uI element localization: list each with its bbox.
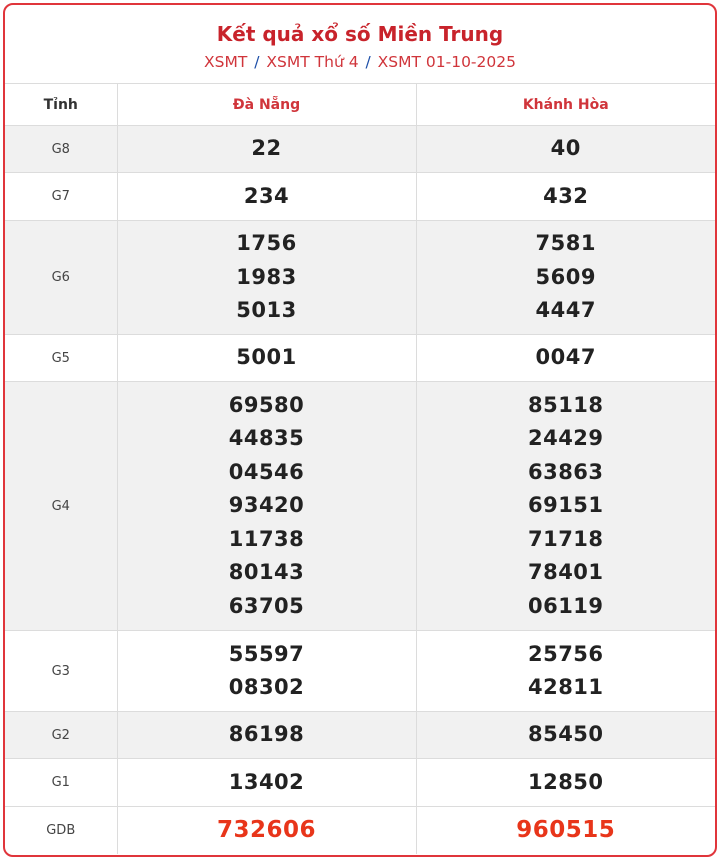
da-nang-result-cell xyxy=(117,335,416,382)
da-nang-result-cell xyxy=(117,221,416,335)
prize-label: G4 xyxy=(5,382,117,631)
prize-number: 40 xyxy=(550,136,581,161)
prize-number: 63863 xyxy=(527,459,604,484)
prize-row xyxy=(5,221,715,335)
prize-label: G7 xyxy=(5,173,117,221)
breadcrumb xyxy=(5,51,715,73)
page-title: Kết quả xổ số Miền Trung xyxy=(216,22,504,46)
prize-number: 63705 xyxy=(228,593,305,618)
prize-table-body xyxy=(5,126,715,854)
results-card xyxy=(3,3,717,857)
khanh-hoa-result-cell xyxy=(416,807,715,854)
prize-number: 71718 xyxy=(527,526,604,551)
prize-number: 5001 xyxy=(236,345,297,370)
prize-number: 85450 xyxy=(527,722,604,747)
da-nang-result-cell xyxy=(117,382,416,631)
prize-number: 08302 xyxy=(228,675,305,699)
prize-number: 7581 xyxy=(535,231,596,256)
khanh-hoa-result-cell xyxy=(416,712,715,759)
da-nang-result-cell xyxy=(117,807,416,854)
prize-number: 5013 xyxy=(236,298,297,323)
breadcrumb-xsmt-date-link[interactable]: XSMT 01-10-2025 xyxy=(377,53,516,71)
prize-label: G5 xyxy=(5,335,117,382)
province-column-header: Tỉnh xyxy=(5,84,117,126)
da-nang-result-cell xyxy=(117,126,416,173)
prize-number: 1756 xyxy=(236,231,297,256)
khanh-hoa-result-cell xyxy=(416,221,715,335)
prize-row xyxy=(5,759,715,807)
prize-number: 80143 xyxy=(228,560,305,585)
prize-number: 04546 xyxy=(228,459,305,484)
khanh-hoa-result-cell xyxy=(416,335,715,382)
breadcrumb-separator: / xyxy=(254,53,260,71)
prize-number: 06119 xyxy=(527,593,604,618)
breadcrumb-xsmt-link[interactable]: XSMT xyxy=(204,53,248,71)
province-khanh-hoa-header[interactable]: Khánh Hòa xyxy=(416,84,715,126)
table-header-row xyxy=(5,84,715,126)
prize-number: 69151 xyxy=(527,493,604,518)
prize-row xyxy=(5,173,715,221)
prize-number: 234 xyxy=(243,183,290,208)
prize-number: 69580 xyxy=(228,392,305,417)
prize-row xyxy=(5,807,715,854)
khanh-hoa-result-cell xyxy=(416,759,715,807)
prize-number: 42811 xyxy=(527,675,604,699)
khanh-hoa-result-cell xyxy=(416,126,715,173)
breadcrumb-xsmt-weekday-link[interactable]: XSMT Thứ 4 xyxy=(266,53,359,71)
prize-number: 12850 xyxy=(527,769,604,794)
prize-number: 5609 xyxy=(535,264,596,289)
prize-number: 24429 xyxy=(527,426,604,451)
prize-number: 22 xyxy=(251,136,282,161)
prize-number: 11738 xyxy=(228,526,305,551)
special-prize-number: 960515 xyxy=(516,817,616,844)
province-da-nang-header[interactable]: Đà Nẵng xyxy=(117,84,416,126)
results-header xyxy=(5,5,715,84)
da-nang-result-cell xyxy=(117,759,416,807)
da-nang-result-cell xyxy=(117,712,416,759)
prize-label: GDB xyxy=(46,822,76,838)
prize-number: 55597 xyxy=(228,641,305,666)
prize-label: G1 xyxy=(5,759,117,807)
khanh-hoa-result-cell xyxy=(416,173,715,221)
prize-number: 432 xyxy=(543,183,589,208)
prize-row xyxy=(5,382,715,631)
da-nang-result-cell xyxy=(117,173,416,221)
prize-row xyxy=(5,631,715,712)
prize-row xyxy=(5,126,715,173)
prize-number: 25756 xyxy=(527,641,604,666)
prize-number: 1983 xyxy=(236,264,297,289)
prize-label: G6 xyxy=(5,221,117,335)
prize-row xyxy=(5,712,715,759)
da-nang-result-cell xyxy=(117,631,416,712)
breadcrumb-separator: / xyxy=(365,53,371,71)
prize-number: 93420 xyxy=(228,493,305,518)
prize-number: 0047 xyxy=(535,345,596,370)
khanh-hoa-result-cell xyxy=(416,631,715,712)
prize-row xyxy=(5,335,715,382)
prize-number: 85118 xyxy=(527,392,604,417)
prize-number: 44835 xyxy=(228,426,305,451)
khanh-hoa-result-cell xyxy=(416,382,715,631)
prize-number: 78401 xyxy=(527,560,604,585)
prize-number: 86198 xyxy=(228,722,305,747)
prize-label: G3 xyxy=(5,631,117,712)
prize-number: 4447 xyxy=(535,298,596,323)
results-table xyxy=(5,84,715,854)
prize-label: G8 xyxy=(5,126,117,173)
prize-label: G2 xyxy=(5,712,117,759)
prize-number: 13402 xyxy=(228,769,305,794)
special-prize-number: 732606 xyxy=(216,817,317,844)
